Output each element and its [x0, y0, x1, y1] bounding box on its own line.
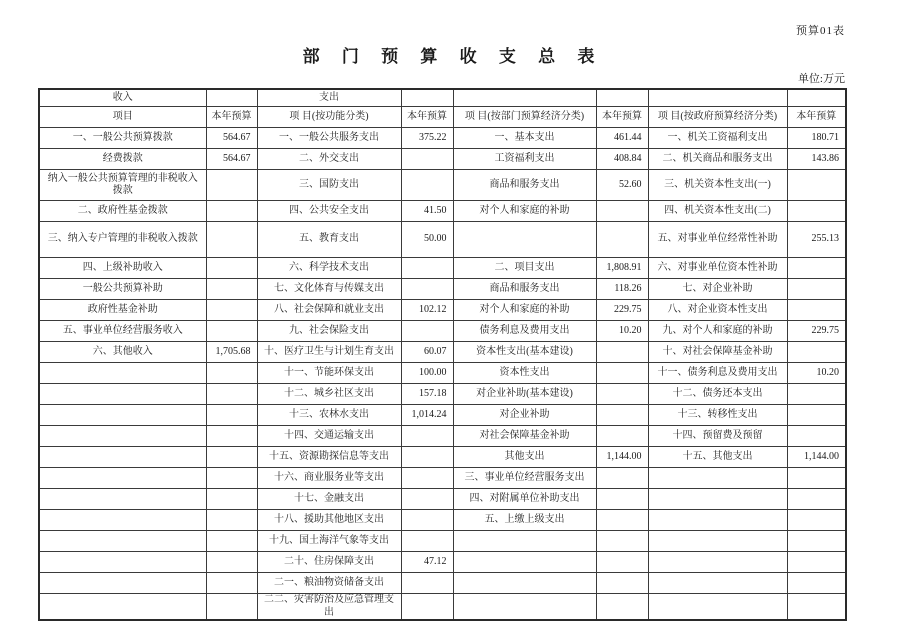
budget-value-cell: 118.26 — [596, 279, 648, 300]
item-name-cell: 对企业补助(基本建设) — [453, 384, 596, 405]
budget-value-cell — [401, 573, 453, 594]
item-name-cell — [648, 531, 787, 552]
budget-value-cell: 143.86 — [787, 149, 846, 170]
budget-value-cell: 50.00 — [401, 222, 453, 258]
item-name-cell: 三、纳入专户管理的非税收入拨款 — [39, 222, 206, 258]
item-name-cell — [453, 552, 596, 573]
budget-value-cell: 564.67 — [206, 149, 257, 170]
table-row — [39, 300, 846, 321]
item-name-cell: 三、国防支出 — [257, 170, 401, 201]
item-name-cell — [648, 510, 787, 531]
budget-value-cell — [206, 363, 257, 384]
budget-value-cell — [401, 170, 453, 201]
budget-value-cell — [206, 426, 257, 447]
budget-value-cell — [401, 531, 453, 552]
item-name-cell — [648, 594, 787, 621]
item-name-cell: 二、政府性基金拨款 — [39, 201, 206, 222]
budget-value-cell: 1,808.91 — [596, 258, 648, 279]
header-group-row — [39, 89, 846, 107]
budget-value-cell — [206, 510, 257, 531]
budget-value-cell: 157.18 — [401, 384, 453, 405]
item-name-cell: 四、公共安全支出 — [257, 201, 401, 222]
item-name-cell: 政府性基金补助 — [39, 300, 206, 321]
table-row — [39, 258, 846, 279]
budget-value-cell — [206, 170, 257, 201]
budget-value-cell — [401, 426, 453, 447]
item-name-cell: 十一、债务利息及费用支出 — [648, 363, 787, 384]
budget-value-cell — [206, 405, 257, 426]
item-name-cell: 对个人和家庭的补助 — [453, 300, 596, 321]
item-name-cell: 一、一般公共服务支出 — [257, 128, 401, 149]
budget-value-cell — [206, 279, 257, 300]
budget-value-cell — [206, 258, 257, 279]
budget-value-cell — [787, 405, 846, 426]
item-name-cell — [39, 552, 206, 573]
item-name-cell — [39, 405, 206, 426]
item-name-cell: 一、一般公共预算拨款 — [39, 128, 206, 149]
budget-value-cell: 100.00 — [401, 363, 453, 384]
item-name-cell: 十九、国土海洋气象等支出 — [257, 531, 401, 552]
item-name-cell: 二、机关商品和服务支出 — [648, 149, 787, 170]
item-name-cell: 纳入一般公共预算管理的非税收入拨款 — [39, 170, 206, 201]
item-name-cell: 二、外交支出 — [257, 149, 401, 170]
item-name-cell: 债务利息及费用支出 — [453, 321, 596, 342]
table-row — [39, 468, 846, 489]
budget-summary-table — [38, 88, 847, 621]
header-dept-item: 项 目(按部门预算经济分类) — [453, 107, 596, 128]
budget-value-cell — [787, 552, 846, 573]
budget-value-cell — [401, 149, 453, 170]
item-name-cell: 资本性支出 — [453, 363, 596, 384]
item-name-cell — [648, 468, 787, 489]
item-name-cell — [648, 552, 787, 573]
item-name-cell: 十三、转移性支出 — [648, 405, 787, 426]
budget-value-cell: 41.50 — [401, 201, 453, 222]
budget-value-cell — [787, 531, 846, 552]
budget-value-cell — [401, 321, 453, 342]
table-row — [39, 128, 846, 149]
budget-value-cell — [596, 201, 648, 222]
budget-value-cell — [596, 510, 648, 531]
item-name-cell: 对社会保障基金补助 — [453, 426, 596, 447]
table-row — [39, 531, 846, 552]
item-name-cell: 经费拨款 — [39, 149, 206, 170]
item-name-cell: 六、其他收入 — [39, 342, 206, 363]
budget-value-cell — [206, 594, 257, 621]
unit-label: 单位:万元 — [797, 73, 845, 85]
item-name-cell: 四、对附属单位补助支出 — [453, 489, 596, 510]
header-blank-cell — [787, 89, 846, 107]
budget-value-cell — [596, 594, 648, 621]
table-row — [39, 321, 846, 342]
item-name-cell: 商品和服务支出 — [453, 279, 596, 300]
budget-value-cell — [596, 573, 648, 594]
budget-value-cell: 1,014.24 — [401, 405, 453, 426]
item-name-cell — [453, 222, 596, 258]
budget-value-cell — [401, 447, 453, 468]
budget-value-cell — [206, 201, 257, 222]
budget-value-cell — [206, 468, 257, 489]
budget-value-cell — [787, 426, 846, 447]
item-name-cell: 五、教育支出 — [257, 222, 401, 258]
budget-value-cell — [787, 384, 846, 405]
budget-value-cell — [596, 363, 648, 384]
item-name-cell — [39, 573, 206, 594]
table-row — [39, 279, 846, 300]
budget-value-cell — [401, 594, 453, 621]
item-name-cell: 一般公共预算补助 — [39, 279, 206, 300]
item-name-cell — [39, 531, 206, 552]
budget-value-cell — [401, 258, 453, 279]
budget-value-cell: 102.12 — [401, 300, 453, 321]
sheet-number-label: 预算01表 — [796, 25, 845, 37]
budget-value-cell: 10.20 — [787, 363, 846, 384]
budget-value-cell — [401, 489, 453, 510]
budget-value-cell: 52.60 — [596, 170, 648, 201]
table-row — [39, 552, 846, 573]
item-name-cell — [453, 573, 596, 594]
table-body — [39, 128, 846, 621]
header-blank-cell — [453, 89, 596, 107]
header-dept-budget: 本年预算 — [596, 107, 648, 128]
budget-value-cell — [401, 468, 453, 489]
item-name-cell: 十七、金融支出 — [257, 489, 401, 510]
budget-value-cell — [787, 170, 846, 201]
item-name-cell: 商品和服务支出 — [453, 170, 596, 201]
item-name-cell: 一、基本支出 — [453, 128, 596, 149]
budget-value-cell — [206, 531, 257, 552]
item-name-cell — [39, 489, 206, 510]
item-name-cell: 十二、债务还本支出 — [648, 384, 787, 405]
budget-value-cell — [596, 342, 648, 363]
budget-value-cell — [206, 321, 257, 342]
budget-value-cell: 229.75 — [596, 300, 648, 321]
item-name-cell: 十八、援助其他地区支出 — [257, 510, 401, 531]
header-column-row — [39, 107, 846, 128]
budget-value-cell — [596, 552, 648, 573]
budget-value-cell — [787, 510, 846, 531]
budget-value-cell — [596, 222, 648, 258]
item-name-cell: 二一、粮油物资储备支出 — [257, 573, 401, 594]
budget-value-cell — [787, 279, 846, 300]
item-name-cell — [39, 447, 206, 468]
header-expenditure-group: 支出 — [257, 89, 401, 107]
item-name-cell: 二十、住房保障支出 — [257, 552, 401, 573]
budget-value-cell — [206, 573, 257, 594]
item-name-cell: 资本性支出(基本建设) — [453, 342, 596, 363]
budget-value-cell — [787, 594, 846, 621]
budget-value-cell — [206, 552, 257, 573]
budget-value-cell — [787, 258, 846, 279]
item-name-cell: 十三、农林水支出 — [257, 405, 401, 426]
budget-value-cell — [787, 468, 846, 489]
budget-value-cell — [596, 531, 648, 552]
budget-value-cell: 60.07 — [401, 342, 453, 363]
item-name-cell: 九、对个人和家庭的补助 — [648, 321, 787, 342]
header-blank-cell — [648, 89, 787, 107]
header-income-budget: 本年预算 — [206, 107, 257, 128]
table-row — [39, 594, 846, 621]
budget-value-cell: 375.22 — [401, 128, 453, 149]
budget-value-cell — [401, 510, 453, 531]
table-row — [39, 222, 846, 258]
budget-value-cell: 564.67 — [206, 128, 257, 149]
header-blank-cell — [206, 89, 257, 107]
item-name-cell: 十、对社会保障基金补助 — [648, 342, 787, 363]
budget-value-cell — [596, 426, 648, 447]
item-name-cell: 三、事业单位经营服务支出 — [453, 468, 596, 489]
budget-value-cell: 408.84 — [596, 149, 648, 170]
budget-value-cell — [787, 300, 846, 321]
header-func-item: 项 目(按功能分类) — [257, 107, 401, 128]
item-name-cell — [39, 510, 206, 531]
item-name-cell: 五、事业单位经营服务收入 — [39, 321, 206, 342]
budget-value-cell — [206, 489, 257, 510]
header-gov-budget: 本年预算 — [787, 107, 846, 128]
budget-value-cell — [787, 201, 846, 222]
budget-value-cell — [787, 342, 846, 363]
table-row — [39, 384, 846, 405]
table-header — [39, 89, 846, 128]
budget-value-cell — [596, 489, 648, 510]
table-row — [39, 170, 846, 201]
item-name-cell — [453, 594, 596, 621]
budget-value-cell — [206, 300, 257, 321]
item-name-cell — [39, 363, 206, 384]
header-blank-cell — [401, 89, 453, 107]
budget-value-cell — [206, 447, 257, 468]
header-func-budget: 本年预算 — [401, 107, 453, 128]
table-row — [39, 149, 846, 170]
table-row — [39, 426, 846, 447]
budget-value-cell — [401, 279, 453, 300]
item-name-cell — [648, 489, 787, 510]
header-income-group: 收入 — [39, 89, 206, 107]
item-name-cell: 七、文化体育与传媒支出 — [257, 279, 401, 300]
item-name-cell: 五、上缴上级支出 — [453, 510, 596, 531]
item-name-cell — [39, 426, 206, 447]
budget-value-cell: 1,705.68 — [206, 342, 257, 363]
item-name-cell: 八、对企业资本性支出 — [648, 300, 787, 321]
budget-value-cell — [787, 573, 846, 594]
budget-value-cell: 180.71 — [787, 128, 846, 149]
item-name-cell: 对企业补助 — [453, 405, 596, 426]
budget-value-cell — [596, 384, 648, 405]
table-row — [39, 201, 846, 222]
budget-value-cell — [596, 405, 648, 426]
item-name-cell: 十、医疗卫生与计划生育支出 — [257, 342, 401, 363]
item-name-cell: 六、科学技术支出 — [257, 258, 401, 279]
item-name-cell: 十五、资源勘探信息等支出 — [257, 447, 401, 468]
budget-value-cell: 10.20 — [596, 321, 648, 342]
budget-value-cell — [206, 222, 257, 258]
budget-value-cell: 229.75 — [787, 321, 846, 342]
item-name-cell — [453, 531, 596, 552]
item-name-cell: 其他支出 — [453, 447, 596, 468]
table-row — [39, 363, 846, 384]
item-name-cell — [39, 468, 206, 489]
page-title: 部 门 预 算 收 支 总 表 — [302, 47, 604, 66]
budget-value-cell — [787, 489, 846, 510]
item-name-cell — [39, 594, 206, 621]
item-name-cell: 二二、灾害防治及应急管理支出 — [257, 594, 401, 621]
table-row — [39, 489, 846, 510]
item-name-cell: 十五、其他支出 — [648, 447, 787, 468]
budget-value-cell: 461.44 — [596, 128, 648, 149]
item-name-cell — [39, 384, 206, 405]
item-name-cell: 一、机关工资福利支出 — [648, 128, 787, 149]
table-row — [39, 405, 846, 426]
item-name-cell: 八、社会保障和就业支出 — [257, 300, 401, 321]
table-row — [39, 510, 846, 531]
item-name-cell: 十一、节能环保支出 — [257, 363, 401, 384]
item-name-cell: 工资福利支出 — [453, 149, 596, 170]
item-name-cell — [648, 573, 787, 594]
item-name-cell: 四、上级补助收入 — [39, 258, 206, 279]
table-row — [39, 447, 846, 468]
item-name-cell: 四、机关资本性支出(二) — [648, 201, 787, 222]
budget-value-cell: 1,144.00 — [787, 447, 846, 468]
header-income-item: 项目 — [39, 107, 206, 128]
item-name-cell: 十四、预留费及预留 — [648, 426, 787, 447]
item-name-cell: 五、对事业单位经常性补助 — [648, 222, 787, 258]
item-name-cell: 十二、城乡社区支出 — [257, 384, 401, 405]
header-blank-cell — [596, 89, 648, 107]
item-name-cell: 十四、交通运输支出 — [257, 426, 401, 447]
item-name-cell: 三、机关资本性支出(一) — [648, 170, 787, 201]
budget-value-cell — [206, 384, 257, 405]
item-name-cell: 对个人和家庭的补助 — [453, 201, 596, 222]
item-name-cell: 十六、商业服务业等支出 — [257, 468, 401, 489]
budget-value-cell: 47.12 — [401, 552, 453, 573]
table-row — [39, 342, 846, 363]
item-name-cell: 七、对企业补助 — [648, 279, 787, 300]
budget-value-cell: 1,144.00 — [596, 447, 648, 468]
item-name-cell: 九、社会保险支出 — [257, 321, 401, 342]
header-gov-item: 项 目(按政府预算经济分类) — [648, 107, 787, 128]
item-name-cell: 二、项目支出 — [453, 258, 596, 279]
budget-value-cell: 255.13 — [787, 222, 846, 258]
item-name-cell: 六、对事业单位资本性补助 — [648, 258, 787, 279]
table-row — [39, 573, 846, 594]
budget-value-cell — [596, 468, 648, 489]
